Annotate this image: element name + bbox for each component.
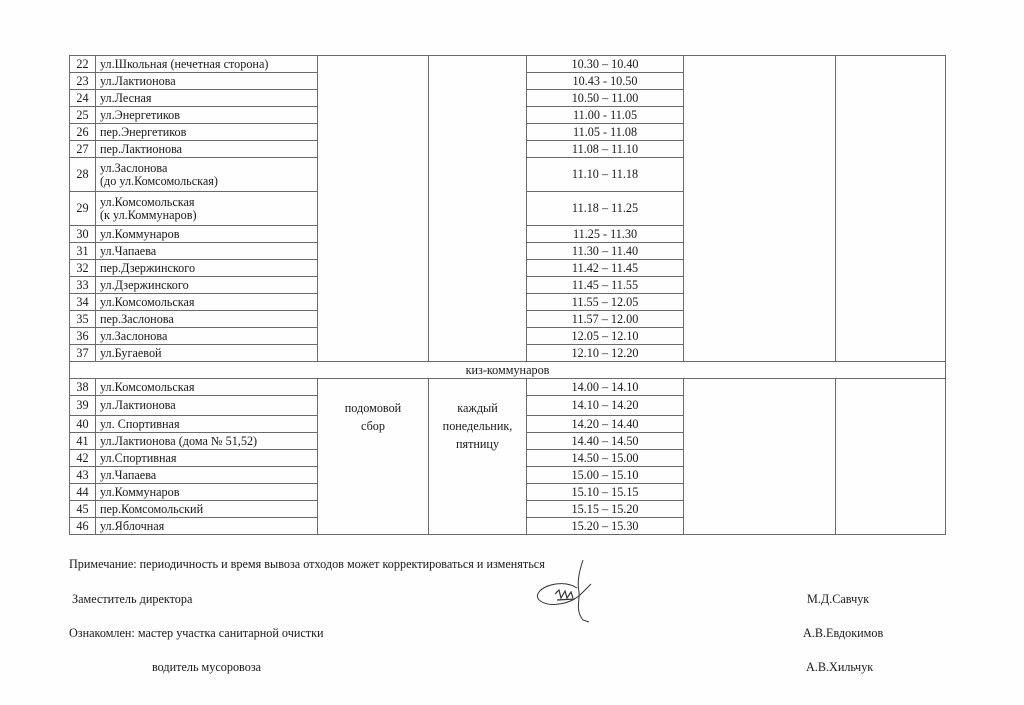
deputy-director-title: Заместитель директора — [72, 592, 193, 606]
time-range: 11.42 – 11.45 — [527, 260, 684, 277]
street-name: пер.Энергетиков — [96, 124, 318, 141]
street-name: ул.Комсомольская — [96, 294, 318, 311]
time-range: 10.30 – 10.40 — [527, 56, 684, 73]
row-number: 22 — [70, 56, 96, 73]
time-range: 11.10 – 11.18 — [527, 158, 684, 192]
method-cell-empty — [318, 56, 429, 362]
street-name: пер.Дзержинского — [96, 260, 318, 277]
footer-note: Примечание: периодичность и время вывоза отходов может корректироваться и изменяться — [69, 557, 545, 571]
time-range: 11.18 – 11.25 — [527, 192, 684, 226]
time-range: 10.50 – 11.00 — [527, 90, 684, 107]
time-range: 14.10 – 14.20 — [527, 396, 684, 416]
row-number: 39 — [70, 396, 96, 416]
row-number: 42 — [70, 450, 96, 467]
time-range: 14.00 – 14.10 — [527, 379, 684, 396]
time-range: 14.40 – 14.50 — [527, 433, 684, 450]
table-row — [70, 56, 946, 73]
time-range: 11.30 – 11.40 — [527, 243, 684, 260]
street-name: ул.Дзержинского — [96, 277, 318, 294]
street-name — [96, 158, 318, 192]
extra-cell-2 — [836, 379, 946, 535]
street-name: ул.Бугаевой — [96, 345, 318, 362]
acknowledged-name: А.В.Евдокимов — [803, 626, 884, 640]
street-line-1: ул.Комсомольская — [100, 194, 195, 209]
time-range: 10.43 - 10.50 — [527, 73, 684, 90]
time-range: 15.20 – 15.30 — [527, 518, 684, 535]
time-range: 12.05 – 12.10 — [527, 328, 684, 345]
row-number: 27 — [70, 141, 96, 158]
row-number: 40 — [70, 416, 96, 433]
deputy-director-name: М.Д.Савчук — [807, 592, 870, 606]
street-name: ул.Лесная — [96, 90, 318, 107]
extra-cell-1 — [684, 379, 836, 535]
street-name: ул.Коммунаров — [96, 484, 318, 501]
street-name: пер.Заслонова — [96, 311, 318, 328]
row-number: 26 — [70, 124, 96, 141]
time-range: 15.10 – 15.15 — [527, 484, 684, 501]
street-name: ул.Чапаева — [96, 243, 318, 260]
time-range: 14.50 – 15.00 — [527, 450, 684, 467]
row-number: 36 — [70, 328, 96, 345]
row-number: 43 — [70, 467, 96, 484]
row-number: 28 — [70, 158, 96, 192]
frequency-line-3: пятницу — [455, 437, 500, 451]
driver-title: водитель мусоровоза — [152, 660, 262, 674]
street-name: ул.Лактионова (дома № 51,52) — [96, 433, 318, 450]
row-number: 35 — [70, 311, 96, 328]
time-range: 15.00 – 15.10 — [527, 467, 684, 484]
street-name: ул.Заслонова — [96, 328, 318, 345]
street-name: ул.Чапаева — [96, 467, 318, 484]
row-number: 33 — [70, 277, 96, 294]
method-line-2: сбор — [361, 419, 385, 433]
street-name: ул.Коммунаров — [96, 226, 318, 243]
street-name: ул.Лактионова — [96, 396, 318, 416]
time-range: 11.25 - 11.30 — [527, 226, 684, 243]
time-range: 15.15 – 15.20 — [527, 501, 684, 518]
frequency-line-2: понедельник, — [442, 419, 513, 433]
street-name: ул.Комсомольская — [96, 379, 318, 396]
time-range: 11.57 – 12.00 — [527, 311, 684, 328]
row-number: 25 — [70, 107, 96, 124]
street-name — [96, 192, 318, 226]
frequency-line-1: каждый — [457, 401, 498, 415]
time-range: 11.45 – 11.55 — [527, 277, 684, 294]
collection-method — [318, 379, 429, 535]
street-name: ул.Энергетиков — [96, 107, 318, 124]
street-line-2: (к ул.Коммунаров) — [100, 207, 197, 222]
row-number: 23 — [70, 73, 96, 90]
signature-icon — [525, 558, 605, 628]
time-range: 12.10 – 12.20 — [527, 345, 684, 362]
row-number: 32 — [70, 260, 96, 277]
street-name: пер.Комсомольский — [96, 501, 318, 518]
section-title: киз-коммунаров — [70, 362, 946, 379]
row-number: 24 — [70, 90, 96, 107]
street-line-2: (до ул.Комсомольская) — [100, 173, 218, 188]
row-number: 30 — [70, 226, 96, 243]
collection-frequency — [429, 379, 527, 535]
section-heading-row — [70, 362, 946, 379]
row-number: 41 — [70, 433, 96, 450]
time-range: 14.20 – 14.40 — [527, 416, 684, 433]
collection-schedule-table — [69, 55, 946, 535]
row-number: 45 — [70, 501, 96, 518]
street-name: ул.Школьная (нечетная сторона) — [96, 56, 318, 73]
table-row — [70, 379, 946, 396]
street-name: ул. Спортивная — [96, 416, 318, 433]
time-range: 11.08 – 11.10 — [527, 141, 684, 158]
row-number: 44 — [70, 484, 96, 501]
row-number: 31 — [70, 243, 96, 260]
row-number: 38 — [70, 379, 96, 396]
street-name: пер.Лактионова — [96, 141, 318, 158]
street-line-1: ул.Заслонова — [100, 160, 168, 175]
street-name: ул.Спортивная — [96, 450, 318, 467]
acknowledged-title: Ознакомлен: мастер участка санитарной очистки — [69, 626, 324, 640]
street-name: ул.Лактионова — [96, 73, 318, 90]
row-number: 46 — [70, 518, 96, 535]
time-range: 11.55 – 12.05 — [527, 294, 684, 311]
row-number: 29 — [70, 192, 96, 226]
extra-cell-1 — [684, 56, 836, 362]
time-range: 11.00 - 11.05 — [527, 107, 684, 124]
extra-cell-2 — [836, 56, 946, 362]
frequency-cell-empty — [429, 56, 527, 362]
row-number: 34 — [70, 294, 96, 311]
method-line-1: подомовой — [344, 401, 402, 415]
driver-name: А.В.Хильчук — [806, 660, 874, 674]
time-range: 11.05 - 11.08 — [527, 124, 684, 141]
row-number: 37 — [70, 345, 96, 362]
street-name: ул.Яблочная — [96, 518, 318, 535]
